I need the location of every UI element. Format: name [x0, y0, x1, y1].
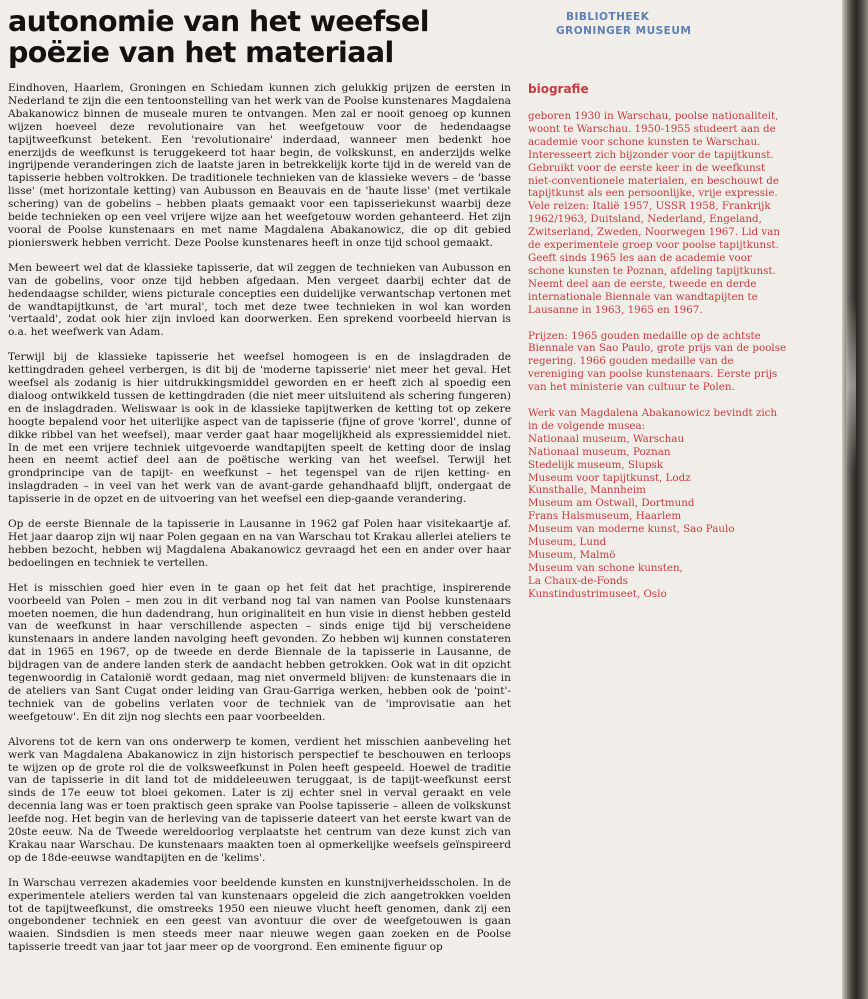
- museum-item: Museum van schone kunsten,: [528, 561, 683, 574]
- page-title: [8, 6, 429, 68]
- title-line-1: autonomie van het weefsel: [8, 5, 429, 38]
- museum-item: Museum, Lund: [528, 536, 607, 549]
- museum-item: Nationaal museum, Poznan: [528, 445, 671, 458]
- biography-sidebar: [528, 82, 788, 614]
- article-paragraph: Alvorens tot de kern van ons onderwerp te komen, verdient het misschien aanbeveling het werk van Magdalena Abakanowicz in zijn historisch perspectief te beschouwen en terloops te wijzen op de grote rol die de volksweefkunst in Polen heeft gespeeld. Hoewel de traditie van de tapisserie in dit land tot de middeleeuwen teruggaat, is de tapijt-weefkunst eerst sinds de 17e eeuw tot bloei gekomen. Later is zij echter snel in verval geraakt en vele decennia lang was er toen praktisch geen sprake van Poolse tapisserie – alleen de volkskunst leefde nog. Het begin van de herleving van de tapisserie dateert van het eerste kwart van de 20ste eeuw. Na de Tweede wereldoorlog verplaatste het centrum van deze kunst zich van Krakau naar Warschau. De kunstenaars maakten toen al opmerkelijke weefsels geïnspireerd op de 18de-eeuwse wandtapijten en de 'kelims'.: [8, 735, 511, 864]
- bio-text: geboren 1930 in Warschau, poolse nationaliteit, woont te Warschau. 1950-1955 studeert aan de academie voor schone kunsten te Warschau. Interesseert zich bijzonder voor de tapijtkunst. Gebruikt voor de eerste keer in de weefkunst niet-conventionele materialen, en beschouwt de tapijtkunst als een persoonlijke, vrije expressie. Vele reizen: Italië 1957, USSR 1958, Frankrijk 1962/1963, Duitsland, Nederland, Engeland, Zwitserland, Zweden, Noorwegen 1967. Lid van de experimentele groep voor poolse tapijtkunst. Geeft sinds 1965 les aan de academie voor schone kunsten te Poznan, afdeling tapijtkunst. Neemt deel aan de eerste, tweede en derde internationale Biennale van wandtapijten te Lausanne in 1963, 1965 en 1967.: [528, 110, 780, 316]
- article-paragraph: Eindhoven, Haarlem, Groningen en Schiedam kunnen zich gelukkig prijzen de eersten in Nederland te zijn die een tentoonstelling van het werk van de Poolse kunstenares Magdalena Abakanowicz binnen de museale muren te ontvangen. Men zal er nooit genoeg op kunnen wijzen hoeveel deze revolutionaire van het weefgetouw voor de hedendaagse tapijtweefkunst betekent. Een 'revolutionaire' inderdaad, wanneer men bedenkt hoe enerzijds de weefkunst is teruggekeerd tot haar begin, de volkskunst, en anderzijds welke ingrijpende veranderingen zich de laatste jaren in betrekkelijk korte tijd in de wereld van de tapisserie hebben voltrokken. De traditionele technieken van de klassieke wevers – de 'basse lisse' (met horizontale ketting) van Aubusson en Beauvais en de 'haute lisse' (met vertikale schering) van de gobelins – hebben plaats gemaakt voor een tapisseriekunst waarbij deze beide technieken op een veel vrijere wijze aan het weefgetouw worden gehanteerd. Het zijn vooral de Poolse kunstenaars en met name Magdalena Abakanowicz, die op dit gebied pionierswerk hebben verricht. Deze Poolse kunstenares heeft in onze tijd school gemaakt.: [8, 82, 511, 249]
- museum-item: Nationaal museum, Warschau: [528, 432, 685, 445]
- prizes-text: Prijzen: 1965 gouden medaille op de achtste Biennale van Sao Paulo, grote prijs van de poolse regering. 1966 gouden medaille van de vereniging van poolse kunstenaars. Eerste prijs van het ministerie van cultuur te Polen.: [528, 329, 787, 394]
- library-stamp: [556, 10, 691, 38]
- museum-item: Museum voor tapijtkunst, Lodz: [528, 471, 691, 484]
- main-article: [8, 82, 511, 966]
- museums-intro: Werk van Magdalena Abakanowicz bevindt zich in de volgende musea:: [528, 407, 778, 432]
- stamp-line-2: GRONINGER MUSEUM: [556, 25, 692, 37]
- museums-list: [528, 407, 788, 601]
- article-paragraph: Het is misschien goed hier even in te gaan op het feit dat het prachtige, inspirerende voorbeeld van Polen – men zou in dit verband nog tal van namen van Poolse kunstenaars moeten noemen, die hun dadendrang, hun originaliteit en hun visie in dienst hebben gesteld van de weefkunst in haar verschillende aspecten – sinds enige tijd bij verscheidene kunstenaars in andere landen navolging heeft gevonden. Zo hebben wij kunnen constateren dat in 1965 en 1967, op de tweede en derde Biennale de la tapisserie in Lausanne, de bijdragen van de andere landen sterk de aandacht hebben getrokken. Ook wat in dit opzicht tegenwoordig in Catalonië wordt gedaan, mag niet onvermeld blijven: de kunstenaars die in de ateliers van Sant Cugat onder leiding van Grau-Garriga werken, hebben ook de 'point'-techniek van de gobelins verlaten voor de techniek van de 'improvisatie aan het weefgetouw'. En dit zijn nog slechts een paar voorbeelden.: [8, 581, 511, 723]
- museum-item: La Chaux-de-Fonds: [528, 574, 629, 587]
- page-edge-highlight: [846, 300, 856, 470]
- sidebar-heading: biografie: [528, 82, 589, 96]
- title-line-2: poëzie van het materiaal: [8, 36, 394, 69]
- museum-item: Stedelijk museum, Slupsk: [528, 458, 664, 471]
- museum-item: Museum van moderne kunst, Sao Paulo: [528, 523, 735, 536]
- museum-item: Kunsthalle, Mannheim: [528, 484, 646, 497]
- page-edge-shadow: [842, 0, 868, 999]
- museum-item: Museum am Ostwall, Dortmund: [528, 497, 695, 510]
- article-paragraph: Men beweert wel dat de klassieke tapisserie, dat wil zeggen de technieken van Aubusson en van de gobelins, voor onze tijd hebben afgedaan. Men vergeet daarbij echter dat de hedendaagse schilder, wiens picturale concepties een duidelijke verwantschap vertonen met de wandtapijtkunst, de 'art mural', toch met deze twee technieken in wol kan worden 'vertaald', zodat ook hier zijn invloed kan doorwerken. Een sprekend voorbeeld hiervan is o.a. het weefwerk van Adam.: [8, 261, 511, 339]
- museum-item: Museum, Malmö: [528, 549, 616, 561]
- article-paragraph: Terwijl bij de klassieke tapisserie het weefsel homogeen is en de inslagdraden de kettingdraden geheel verbergen, is dit bij de 'moderne tapisserie' niet meer het geval. Het weefsel als zodanig is hier uitdrukkingsmiddel geworden en er heeft zich al spoedig een dialoog ontwikkeld tussen de kettingdraden (die niet meer uitsluitend als schering fungeren) en de inslagdraden. Weliswaar is ook in de klassieke tapijtwerken de ketting tot op zekere hoogte bepalend voor het uiterlijke aspect van de tapisserie (fijne of grove 'korrel', dunne of dikke ribbel van het weefsel), maar verder gaat haar mogelijkheid als expressiemiddel niet. In de met een vrijere techniek uitgevoerde wandtapijten speelt de ketting door de inslag heen en neemt actief deel aan de poëtische werking van het weefsel. Terwijl het grondprincipe van de tapijt- en weefkunst – het tegenspel van de rijen ketting- en inslagdraden – in veel van het werk van de avant-garde gehandhaafd blijft, ondergaat de tapisserie in de opzet en de uitvoering van het weefsel een diep-gaande verandering.: [8, 351, 511, 506]
- museum-item: Kunstindustrimuseet, Oslo: [528, 587, 667, 600]
- article-paragraph: Op de eerste Biennale de la tapisserie in Lausanne in 1962 gaf Polen haar visitekaartje af. Het jaar daarop zijn wij naar Polen gegaan en na van Warschau tot Krakau allerlei ateliers te hebben bezocht, hebben wij Magdalena Abakanowicz gevraagd het een en ander over haar bedoelingen en techniek te vertellen.: [8, 518, 511, 569]
- stamp-line-1: BIBLIOTHEEK: [566, 11, 650, 23]
- article-paragraph: In Warschau verrezen akademies voor beeldende kunsten en kunstnijverheidsscholen. In de experimentele ateliers werden tal van kunstenaars opgeleid die zich aangetrokken voelden tot de tapijtweefkunst, die omstreeks 1950 een nieuwe vlucht heeft genomen, dank zij een ongebondener techniek en een geest van avontuur die over de weefgetouwen is gaan waaien. Sindsdien is men steeds meer naar nieuwe wegen gaan zoeken en de Poolse tapisserie treedt van jaar tot jaar meer op de voorgrond. Een eminente figuur op: [8, 876, 511, 954]
- museum-item: Frans Halsmuseum, Haarlem: [528, 510, 682, 523]
